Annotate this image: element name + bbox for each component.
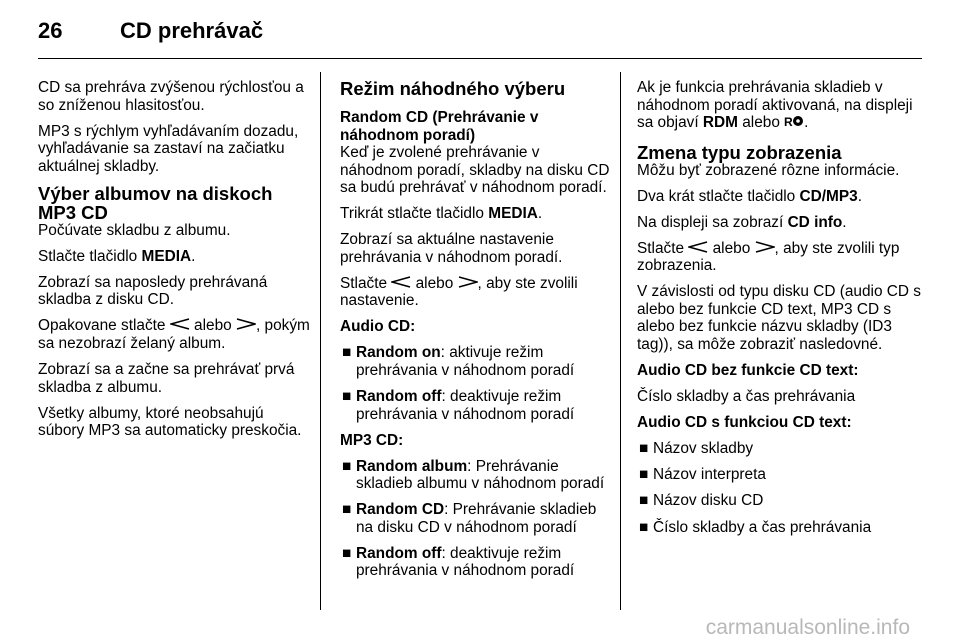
paragraph bbox=[38, 317, 310, 352]
desc: : aktivuje režim prehrávania v náhodnom poradí bbox=[356, 344, 575, 379]
audio-cd-no-text-label: Audio CD bez funkcie CD text: bbox=[637, 361, 859, 379]
list-item bbox=[340, 388, 615, 423]
left-triangle-icon bbox=[688, 240, 708, 258]
paragraph: Môžu byť zobrazené rôzne informácie. bbox=[637, 161, 900, 179]
audio-cd-label: Audio CD: bbox=[340, 318, 416, 336]
paragraph: Zobrazí sa a začne sa prehrávať prvá skladba z albumu. bbox=[38, 361, 295, 396]
cd-mp3-button-label: CD/MP3 bbox=[799, 187, 858, 205]
desc: : deaktivuje režim prehrávania v náhodnom poradí bbox=[356, 388, 575, 423]
cd-info-label: CD info bbox=[787, 213, 843, 231]
audio-cd-text-label: Audio CD s funkciou CD text: bbox=[637, 414, 852, 432]
text: alebo bbox=[708, 239, 755, 257]
text: Stlačte bbox=[340, 274, 392, 292]
text: . bbox=[191, 247, 196, 265]
text: . bbox=[804, 114, 809, 131]
term: Random album bbox=[356, 457, 468, 475]
column-3 bbox=[637, 79, 927, 545]
paragraph bbox=[340, 205, 615, 223]
right-triangle-icon bbox=[236, 317, 256, 335]
paragraph: Všetky albumy, ktoré neobsahujú súbory MP3 sa automaticky preskočia. bbox=[38, 404, 302, 440]
page-number: 26 bbox=[38, 18, 63, 43]
paragraph bbox=[38, 248, 310, 266]
paragraph: Počúvate skladbu z albumu. bbox=[38, 221, 231, 239]
mp3-cd-list bbox=[340, 458, 615, 580]
bullet: ■ bbox=[639, 492, 649, 510]
header-rule bbox=[38, 58, 922, 59]
column-2 bbox=[340, 79, 615, 589]
paragraph: V závislosti od typu disku CD (audio CD s alebo bez funkcie CD text, MP3 CD s alebo bez funkcie názvu skladby (ID3 tag)), sa môže zobraziť nasledovné. bbox=[637, 283, 921, 353]
text: . bbox=[857, 187, 862, 205]
subheading-random-cd: Random CD (Prehrávanie v náhodnom poradí) bbox=[340, 109, 539, 144]
bullet: ■ bbox=[342, 501, 352, 519]
text: . bbox=[537, 205, 543, 223]
media-button-label: MEDIA bbox=[141, 247, 192, 265]
bullet: ■ bbox=[342, 388, 352, 406]
text: Stlačte tlačidlo bbox=[38, 247, 142, 265]
section-heading-albums: Výber albumov na diskoch MP3 CD bbox=[38, 182, 273, 223]
column-1 bbox=[38, 79, 310, 448]
paragraph: Číslo skladby a čas prehrávania bbox=[637, 388, 856, 406]
list-item bbox=[637, 492, 927, 510]
display-info-list bbox=[637, 440, 927, 536]
item-text: Číslo skladby a čas prehrávania bbox=[653, 518, 872, 536]
term: Random CD bbox=[356, 501, 445, 519]
text: , aby ste zvolili typ zobrazenia. bbox=[637, 239, 900, 275]
paragraph bbox=[340, 275, 615, 310]
list-item bbox=[637, 466, 927, 484]
paragraph: Zobrazí sa aktuálne nastavenie prehrávania v náhodnom poradí. bbox=[340, 231, 563, 266]
text: Stlačte bbox=[637, 239, 689, 257]
left-triangle-icon bbox=[170, 317, 190, 335]
list-item bbox=[637, 440, 927, 458]
desc: : Prehrávanie skladieb albumu v náhodnom poradí bbox=[356, 457, 605, 493]
text: Dva krát stlačte tlačidlo bbox=[637, 187, 800, 205]
desc: : Prehrávanie skladieb na disku CD v náhodnom poradí bbox=[356, 501, 597, 536]
paragraph bbox=[637, 214, 927, 232]
text: Na displeji sa zobrazí bbox=[637, 213, 788, 231]
right-triangle-icon bbox=[458, 275, 478, 293]
paragraph bbox=[637, 79, 927, 132]
item-text: Názov interpreta bbox=[653, 466, 766, 484]
left-triangle-icon bbox=[391, 275, 411, 293]
mp3-cd-label: MP3 CD: bbox=[340, 431, 404, 449]
list-item bbox=[637, 519, 927, 537]
bullet: ■ bbox=[639, 440, 649, 458]
paragraph: MP3 s rýchlym vyhľadávaním dozadu, vyhľadávanie sa zastaví na začiatku aktuálnej skladby. bbox=[38, 122, 299, 175]
column-divider-2 bbox=[620, 72, 621, 610]
text: Opakovane stlačte bbox=[38, 317, 170, 335]
rdm-label: RDM bbox=[702, 114, 738, 131]
random-rdm-icon bbox=[784, 114, 804, 132]
column-divider-1 bbox=[320, 72, 321, 610]
audio-cd-list bbox=[340, 344, 615, 423]
text: Ak je funkcia prehrávania skladieb v náhodnom poradí aktivovaná, na displeji sa objaví bbox=[637, 79, 913, 131]
text: , pokým sa nezobrazí želaný album. bbox=[38, 317, 310, 352]
svg-text:R: R bbox=[784, 115, 793, 127]
watermark: carmanualsonline.info bbox=[705, 616, 910, 639]
text: alebo bbox=[411, 274, 458, 292]
text: . bbox=[842, 213, 847, 231]
text: Trikrát stlačte tlačidlo bbox=[340, 205, 489, 223]
bullet: ■ bbox=[639, 466, 649, 484]
text: alebo bbox=[737, 114, 785, 131]
list-item bbox=[340, 458, 615, 493]
term: Random on bbox=[356, 344, 441, 362]
term: Random off bbox=[356, 388, 442, 406]
bullet: ■ bbox=[639, 518, 649, 536]
bullet: ■ bbox=[342, 457, 352, 475]
term: Random off bbox=[356, 544, 442, 562]
section-heading-random: Režim náhodného výberu bbox=[340, 78, 566, 99]
bullet: ■ bbox=[342, 344, 352, 362]
desc: : deaktivuje režim prehrávania v náhodnom poradí bbox=[356, 544, 575, 580]
section-heading-display-type: Zmena typu zobrazenia bbox=[637, 141, 842, 163]
list-item bbox=[340, 344, 615, 379]
paragraph: Keď je zvolené prehrávanie v náhodnom poradí, skladby na disku CD sa budú prehrávať v náhodnom poradí. bbox=[340, 144, 610, 196]
item-text: Názov skladby bbox=[653, 440, 754, 458]
right-triangle-icon bbox=[755, 240, 775, 258]
media-button-label: MEDIA bbox=[488, 205, 538, 223]
text: alebo bbox=[189, 317, 236, 335]
paragraph bbox=[637, 240, 927, 275]
item-text: Názov disku CD bbox=[653, 492, 764, 510]
page-title: CD prehrávač bbox=[120, 18, 264, 43]
text: , aby ste zvolili nastavenie. bbox=[340, 274, 578, 310]
paragraph: Zobrazí sa naposledy prehrávaná skladba z disku CD. bbox=[38, 273, 268, 309]
paragraph: CD sa prehráva zvýšenou rýchlosťou a so zníženou hlasitosťou. bbox=[38, 79, 304, 114]
bullet: ■ bbox=[342, 544, 352, 562]
list-item bbox=[340, 501, 615, 536]
list-item bbox=[340, 545, 615, 580]
paragraph bbox=[637, 188, 927, 206]
